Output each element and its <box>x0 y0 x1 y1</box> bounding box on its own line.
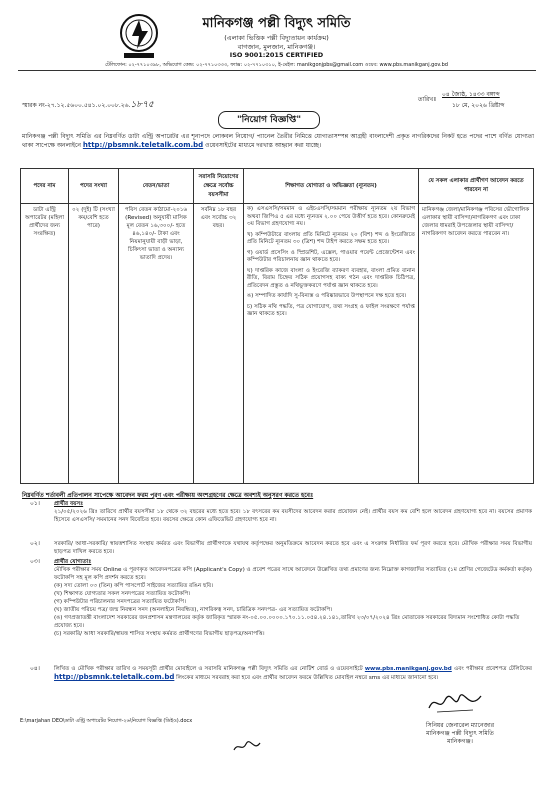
date-bangla: ০৪ জ্যৈষ্ঠ, ১৪৩৩ বঙ্গাব্দ <box>442 91 500 98</box>
note-number: ০১। <box>30 500 40 507</box>
qualification-item: ক) এসএসসি/সমমান ও এইচএসসি/সমমান পরীক্ষায় ন্যূনতম ২য় বিভাগ অথবা জিপিএ ৫ এর মধ্যে ন্যূনতম ২.০০ পেয়ে উত্তীর্ণ হতে হবে। কোনক্রমেই ৩য় বিভাগ গ্রহণযোগ্য নয়। <box>247 206 415 227</box>
note-number: ০৪। <box>30 665 40 672</box>
document-item: (ঙ) গণপ্রজাতন্ত্রী বাংলাদেশ সরকারের জনপ্রশাসন মন্ত্রণালয়ের কর্তৃক জারিকৃত স্মারক নং-০৫.০০.০০০০.১৭০.১১.০৫৪.২৪.১৪১,তারিখ ২৩/০৭/২০২৪ খ্রিঃ মোতাবেক সরকারের বিদ্যমান সংশোধিত কোটা পদ্ধতি প্রযোজ্য হবে। <box>54 615 520 629</box>
header-divider <box>18 70 536 71</box>
contact-line: টেলিফোন: ০২-৭৭১০৩৯৮, অভিযোগ কেন্দ্র: ০২-৭৭১০৩৩৩, ফ্যাক্স: ০২-৭৭১০৩১০, ই-মেইল: manikgonjpbs@gmail.com ওয়েব: www.pbs.manikganj.gov.bd <box>105 62 448 68</box>
qualification-item: গ) ওয়ার্ড প্রসেসিং ও স্প্রিডশিট, এক্সেল, পাওয়ার পয়েন্ট প্রেজেন্টেশন এবং কম্পিউটার পরিচালনায় জ্ঞান থাকতে হবে। <box>247 249 415 263</box>
header-count: পদের সংখ্যা <box>69 169 119 204</box>
intro-text-end: ওয়েবসাইটের মাধ্যমে দরখাস্ত আহ্বান করা যাচ্ছে। <box>205 142 322 149</box>
qualification-item: চ) সঠিক নথি পদ্ধতি, পত্র যোগাযোগ, তথ্য সংগ্রহ ও ফাইল সংরক্ষণে পর্যাপ্ত জ্ঞান থাকতে হবে। <box>247 303 415 317</box>
intro-text: মানিকগঞ্জ পল্লী বিদ্যুৎ সমিতি এর নিম্নবর্ণিত ডাটা এন্ট্রি অপারেটর এর শূন্যপদে লোকবল নিয়োগ/ প্যানেল তৈরীর নিমিত্তে যোগ্যতাসম্পন্ন আগ্রহী বাংলাদেশী প্রকৃত নাগরিকদের নিকট হতে পদের পাশে বর্ণিত যোগ্যতা থাকা সাপেক্ষে অনলাইনে <box>22 133 534 149</box>
note-departmental: সরকারি/ আধা-সরকারি/ স্বায়ত্তশাসিত সংস্থায় কর্মরত এবং বিভাগীয় প্রার্থীগণকে যথাযথ কর্তৃপক্ষের অনুমতিক্রমে আবেদন করতে হবে এবং এ সংক্রান্ত নির্ধারিত ফর্ম পূরণ করতে হবে। মৌখিক পরীক্ষার সময় বিভাগীয় ছাড়পত্র দাখিল করতে হবে। <box>54 541 532 555</box>
initials-mark <box>232 740 262 754</box>
qualification-item: ঙ) সম্পাদিত কার্যাদি সু-বিন্যস্ত ও পরিষ্কারভাবে উপস্থাপনে দক্ষ হতে হবে। <box>247 293 407 299</box>
note-text: এবং পরীক্ষার প্রবেশপত্র টেলিটকের <box>453 666 533 672</box>
intro-paragraph <box>22 132 534 150</box>
note-title: প্রার্থীর বয়সঃ <box>54 501 84 507</box>
file-path: E:\marjahan DEO\ডাটা এন্ট্রি অপারেটর নিয়োগ-২৬\নিয়োগ বিজ্ঞপ্তি (ডিইও).docx <box>20 718 193 724</box>
signatory-designation: সিনিয়র জেনারেল ম্যানেজার <box>425 722 495 729</box>
note-number: ০৩। <box>30 558 40 565</box>
qualification-item: খ) কম্পিউটারে বাংলায় প্রতি মিনিটে ন্যূনতম ২০ (বিশ) শব্দ ও ইংরেজিতে প্রতি মিনিটে ন্যূনতম ৩০ (ত্রিশ) শব্দ টাইপ করতে সক্ষম হতে হবে। <box>247 231 415 245</box>
website-link[interactable]: www.pbs.manikganj.gov.bd <box>364 666 452 672</box>
teletalk-link[interactable]: http://pbsmnk.teletalk.com.bd <box>54 673 175 681</box>
note-age <box>54 500 532 524</box>
header-age: সরাসরি নিয়োগের ক্ষেত্রে সর্বোচ্চ বয়সসীমা <box>194 169 244 204</box>
cell-salary: পবিস বেতন কাঠামো-২০১৬ (Revised) অনুযায়ী মাসিক মূল বেতন ১৬,৩০০/- হতে ৪৬,১৪০/- টাকা এবং নিয়মানুযায়ী বাড়ী ভাড়া, চিকিৎসা ভাতা ও অন্যান্য ভাতাদি প্রদেয়। <box>119 204 194 484</box>
organization-title: মানিকগঞ্জ পল্লী বিদ্যুৎ সমিতি <box>202 16 351 31</box>
signature <box>425 690 485 716</box>
header-restricted-area: যে সকল এলাকার প্রার্থীগণ আবেদন করতে পারবেন না <box>419 169 534 204</box>
memo-ref-handwritten: ১৮৭৫ <box>130 100 154 110</box>
cell-restricted-area: মানিকগঞ্জ জেলা/মানিকগঞ্জ পবিসের ভৌগোলিক এলাকার স্থায়ী বাসিন্দা/নাগরিকগণ এবং ঢাকা জেলার ধামরাই উপজেলার স্থায়ী বাসিন্দা/নাগরিকগণ আবেদন করতে পারবেন না। <box>419 204 534 484</box>
document-item: (ক) সদ্য তোলা ০৩ (তিন) কপি পাসপোর্ট সাইজের সত্যায়িত রঙিন ছবি। <box>54 583 214 589</box>
document-item: (গ) কম্পিউটার পরিচালনার সনদপত্রের সত্যায়িত ফটোকপি। <box>54 599 187 605</box>
document-item: (চ) সরকারি/ আধা সরকারি/স্বায়ত্ত শাসিত সংস্থায় কর্মরত প্রার্থীগণের বিভাগীয় ছাড়পত্র/অনাপত্তি। <box>54 631 265 637</box>
note-documents <box>54 558 532 638</box>
table-row <box>21 204 534 484</box>
job-table <box>20 168 534 484</box>
note-text: লিংকের মাধ্যমে সরবরাহ করা হবে এবং প্রার্থীর আবেদন ফরমে উল্লিখিত মোবাইল নম্বরে sms এর মাধ্যমে জানানো হবে। <box>176 675 439 681</box>
note-exam-schedule <box>54 665 532 682</box>
document-item: (ঘ) জাতীয় পরিচয় পত্র/ জন্ম নিবন্ধন সনদ (অনলাইনে নিবন্ধিত), নাগরিকত্ব সনদ, চারিত্রিক সনদপত্র- এর সত্যায়িত ফটোকপি। <box>54 607 333 613</box>
note-number: ০২। <box>30 540 40 547</box>
qualification-item: ঘ) দাপ্তরিক কাজে বাংলা ও ইংরেজি ব্যাকরণ ব্যবহার, বাংলা প্রমিত বানান রীতি, বিরাম চিহ্নের সঠিক প্রয়োগসহ বাক্য গঠন এবং দাপ্তরিক চিঠিপত্র, প্রতিবেদন প্রস্তুত ও নথিভুক্তকরণে পর্যাপ্ত জ্ঞান থাকতে হবে। <box>247 267 415 289</box>
header-qualification: শিক্ষাগত যোগ্যতা ও অভিজ্ঞতা (ন্যূনতম) <box>244 169 419 204</box>
organization-address: বাগজান, মুলজান, মানিকগঞ্জ। <box>237 43 316 51</box>
cell-post: ডাটা এন্ট্রি অপারেটর (মহিলা প্রার্থীদের জন্য সংরক্ষিত) <box>21 204 69 484</box>
notice-title: "নিয়োগ বিজ্ঞপ্তি" <box>218 111 320 129</box>
cell-qualifications <box>244 204 419 484</box>
note-text: মৌখিক পরীক্ষার সময় Online এ পূরণকৃত আবেদনপত্রের কপি (Applicant's Copy) ও প্রবেশ পত্রের সাথে আবেদনে উল্লেখিত তথ্য প্রমাণের জন্য নিম্নোক্ত কাগজাদির সত্যায়িত (১ম শ্রেণির গেজেটেড কর্মকর্তা কর্তৃক) ফটোকপি সহ মূল কপি প্রদর্শন করতে হবে। <box>54 567 532 581</box>
intro-link[interactable]: http://pbsmnk.teletalk.com.bd <box>82 141 204 149</box>
signatory <box>395 722 525 746</box>
signatory-org: মানিকগঞ্জ পল্লী বিদ্যুৎ সমিতি <box>426 730 494 737</box>
memo-ref-text: স্মারক নং-২৭.১২.৫৬০০.৫৪১.০২.০০৮.২৬. <box>22 102 131 109</box>
note-title: প্রার্থীর যোগ্যতাঃ <box>54 559 92 565</box>
notes-heading: নিম্নবর্ণিত শর্তাবলী প্রতিপালন সাপেক্ষে আবেদন ফরম পূরণ এবং পরীক্ষায় অংশগ্রহণের ক্ষেত্রে অবশ্যই অনুসরণ করতে হবেঃ <box>22 492 314 499</box>
header-salary: বেতন/ভাতা <box>119 169 194 204</box>
note-text: লিখিত ও মৌখিক পরীক্ষার তারিখ ও সময়সূচী প্রার্থীর মোবাইলে ও সরাসরি মানিকগঞ্জ পল্লী বিদ্যুৎ সমিতি এর নোটিশ বোর্ড ও ওয়েবসাইটে <box>54 666 363 672</box>
table-header-row <box>21 169 534 204</box>
note-text: ২১/০৫/২০২৬ খ্রিঃ তারিখে প্রার্থীর বয়সসীমা ১৮ থেকে ৩২ বছরের মধ্যে হতে হবে। ১৮ বৎসরের কম বয়সীদের আবেদন করার প্রয়োজন নেই। প্রার্থীর বয়স কম বেশি হলে আবেদন গ্রহণযোগ্য হবে না। বয়সের প্রমাণক হিসেবে এসএসসি/ সমমানের সনদ বিবেচিত হবে। বয়সের ক্ষেত্রে কোন এফিডেভিট গ্রহণযোগ্য হবে না। <box>54 509 532 523</box>
document-item: (খ) শিক্ষাগত যোগ্যতার সকল সনদপত্রের সত্যায়িত ফটোকপি। <box>54 591 191 597</box>
organization-subtitle: (এলাকা ভিত্তিক পল্লী বিদ্যুতায়ন কার্যক্রম) <box>224 34 329 42</box>
header-post: পদের নাম <box>21 169 69 204</box>
cell-count: ০২ (দুই) টি (সংখ্যা কম/বেশি হতে পারে) <box>69 204 119 484</box>
iso-certification: ISO 9001:2015 CERTIFIED <box>229 51 324 59</box>
date-label: তারিখঃ <box>418 96 437 103</box>
date-english: ১৮ মে, ২০২৬ খ্রিষ্টাব্দ <box>452 102 505 109</box>
cell-age: সর্বনিম্ন ১৮ বছর এবং সর্বোচ্চ ৩২ বছর। <box>194 204 244 484</box>
signatory-place: মানিকগঞ্জ। <box>447 738 473 745</box>
memo-reference <box>22 97 154 112</box>
